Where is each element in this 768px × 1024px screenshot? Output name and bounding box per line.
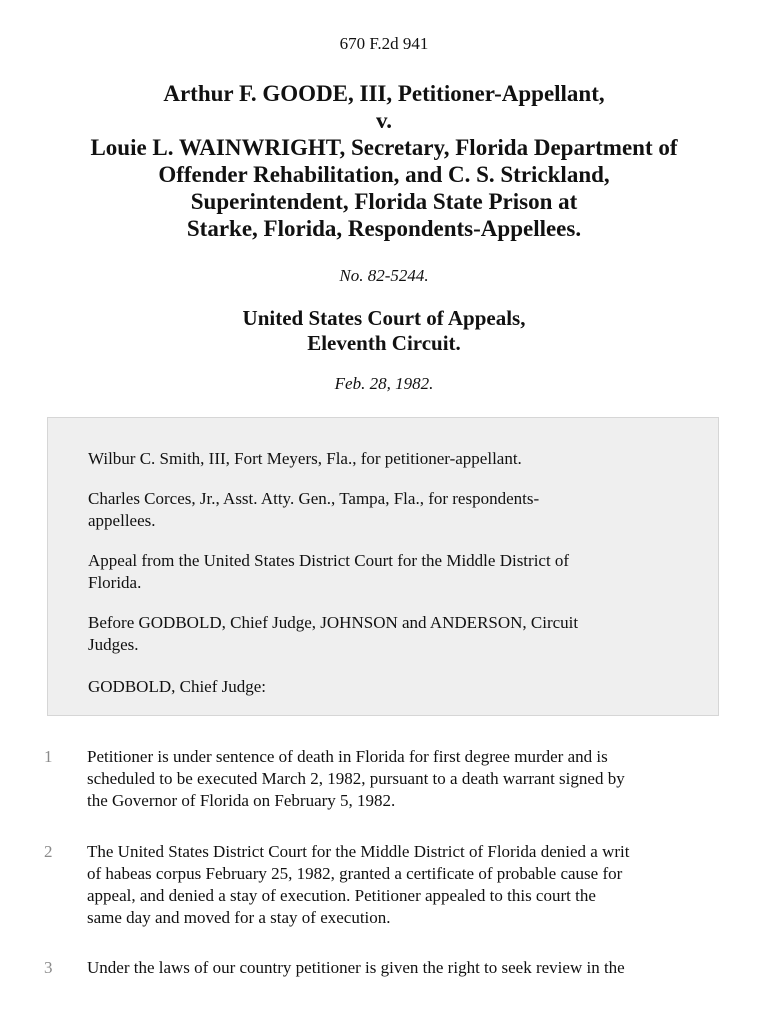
paragraph-line: of habeas corpus February 25, 1982, granted a certificate of probable cause for <box>87 864 623 883</box>
paragraph-line: Under the laws of our country petitioner is given the right to seek review in the <box>87 958 625 977</box>
court-name <box>0 306 768 356</box>
paragraph-number: 3 <box>44 958 53 977</box>
paragraph-text <box>87 841 727 929</box>
citation: 670 F.2d 941 <box>339 34 429 53</box>
court-name-line-1: United States Court of Appeals, <box>242 306 526 330</box>
counsel-respondents-line-1: Charles Corces, Jr., Asst. Atty. Gen., Tampa, Fla., for respondents- <box>88 489 540 508</box>
appeal-line-1: Appeal from the United States District Court for the Middle District of <box>88 551 570 570</box>
paragraph-number: 2 <box>44 842 53 861</box>
paragraph-line: scheduled to be executed March 2, 1982, pursuant to a death warrant signed by <box>87 769 625 788</box>
opinion-author: GODBOLD, Chief Judge: <box>88 677 267 696</box>
panel-line-2: Judges. <box>88 635 139 654</box>
paragraph-text <box>87 746 727 812</box>
caption-line-respondent-1: Louie L. WAINWRIGHT, Secretary, Florida Department of <box>90 135 678 160</box>
appeal-line-2: Florida. <box>88 573 142 592</box>
decision-date: Feb. 28, 1982. <box>334 374 434 393</box>
paragraph-text <box>87 957 727 979</box>
caption-line-respondent-2: Offender Rehabilitation, and C. S. Strickland, <box>158 162 610 187</box>
counsel-respondents-line-2: appellees. <box>88 511 156 530</box>
paragraph-number: 1 <box>44 747 53 766</box>
paragraph-line: The United States District Court for the Middle District of Florida denied a writ <box>87 842 630 861</box>
paragraph-line: Petitioner is under sentence of death in Florida for first degree murder and is <box>87 747 608 766</box>
docket-number: No. 82-5244. <box>339 266 429 285</box>
preamble-box <box>47 417 719 716</box>
paragraph-line: the Governor of Florida on February 5, 1982. <box>87 791 396 810</box>
caption-line-versus: v. <box>376 108 392 133</box>
court-name-line-2: Eleventh Circuit. <box>307 331 461 355</box>
caption-line-respondent-3: Superintendent, Florida State Prison at <box>190 189 578 214</box>
caption-line-petitioner: Arthur F. GOODE, III, Petitioner-Appellant, <box>163 81 605 106</box>
caption-line-respondent-4: Starke, Florida, Respondents-Appellees. <box>186 216 582 241</box>
panel-line-1: Before GODBOLD, Chief Judge, JOHNSON and ANDERSON, Circuit <box>88 613 579 632</box>
paragraph-line: appeal, and denied a stay of execution. Petitioner appealed to this court the <box>87 886 596 905</box>
case-caption <box>30 80 738 242</box>
paragraph-line: same day and moved for a stay of execution. <box>87 908 391 927</box>
counsel-petitioner: Wilbur C. Smith, III, Fort Meyers, Fla., for petitioner-appellant. <box>88 449 522 468</box>
